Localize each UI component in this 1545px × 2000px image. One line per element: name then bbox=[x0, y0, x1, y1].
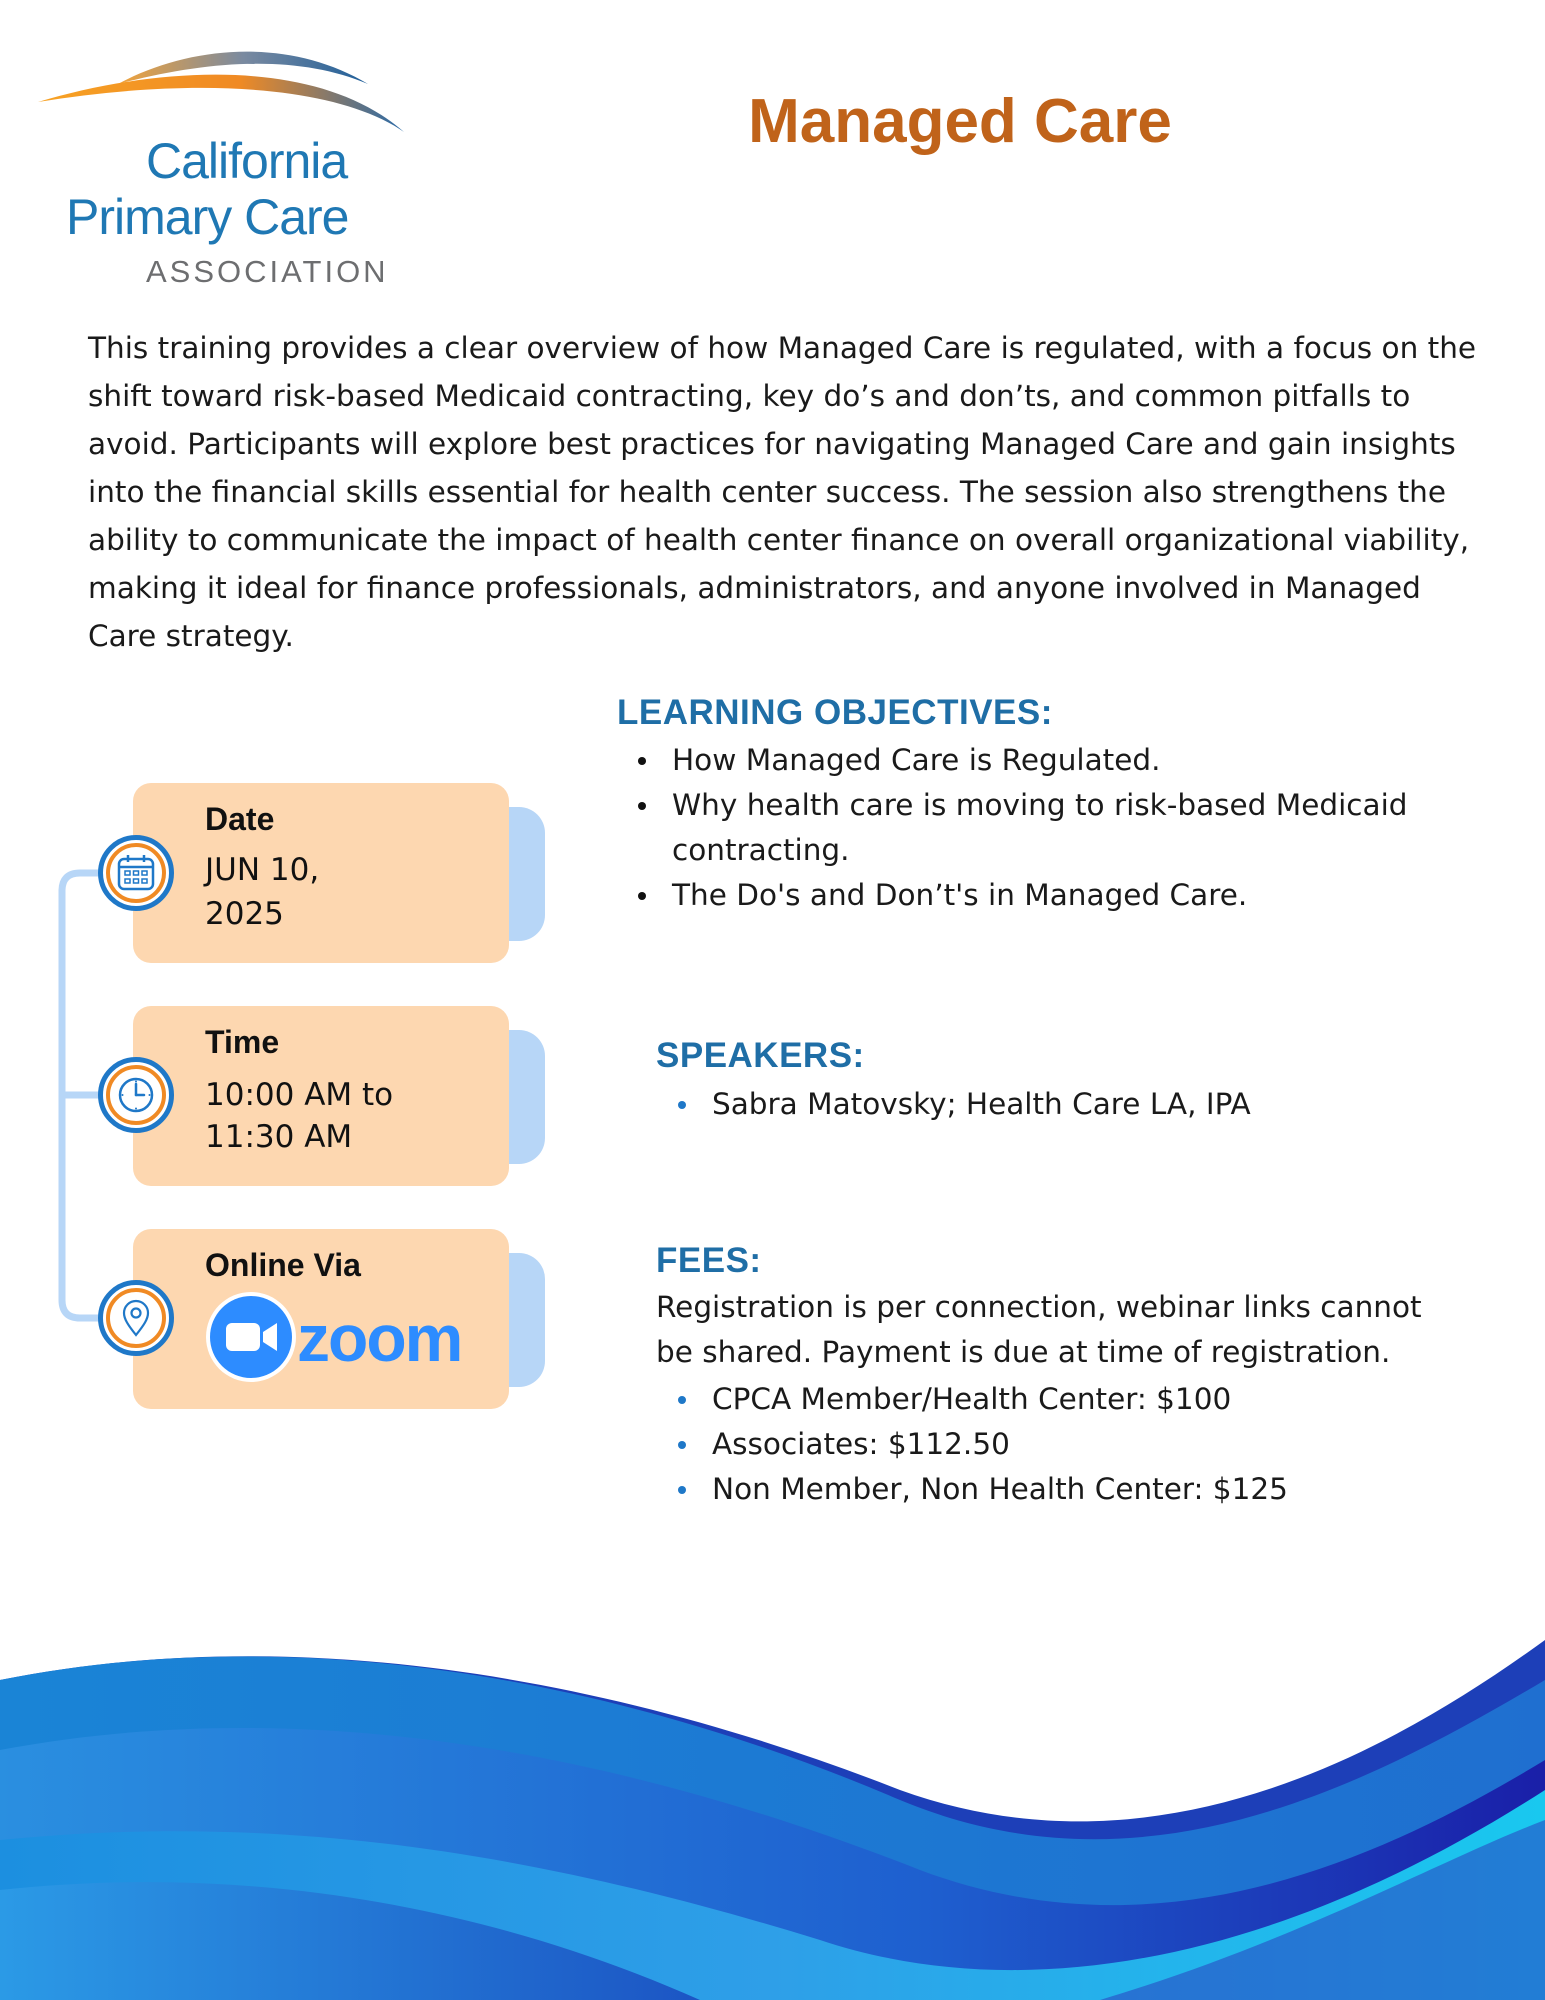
page-title: Managed Care bbox=[748, 87, 1172, 156]
date-icon-circle bbox=[98, 835, 174, 911]
fees-list bbox=[656, 1377, 1476, 1512]
zoom-logo bbox=[205, 1289, 485, 1385]
bullet-icon bbox=[638, 802, 646, 810]
logo-text-association: ASSOCIATION bbox=[146, 254, 389, 289]
bullet-icon bbox=[678, 1396, 686, 1404]
online-label: Online Via bbox=[205, 1247, 361, 1283]
clock-icon bbox=[116, 1075, 156, 1115]
online-icon-circle bbox=[98, 1280, 174, 1356]
online-card bbox=[133, 1229, 509, 1409]
time-card bbox=[133, 1006, 509, 1186]
speakers-heading: SPEAKERS: bbox=[656, 1036, 865, 1075]
intro-paragraph: This training provides a clear overview of how Managed Care is regulated, with a focus on the shift toward risk-based Medicaid contracting, key do’s and don’ts, and common pitfalls to avoid. Participants will explore best practices for navigating Managed Care and gain insights into the financial skills essential for health center success. The session also strengthens the ability to communicate the impact of health center finance on overall organizational viability, making it ideal for finance professionals, administrators, and anyone involved in Managed Care strategy. bbox=[88, 331, 1477, 653]
calendar-icon bbox=[116, 853, 156, 893]
list-item: Associates: $112.50 bbox=[656, 1422, 1476, 1467]
speakers-list bbox=[656, 1082, 1476, 1127]
objectives-heading: LEARNING OBJECTIVES: bbox=[617, 693, 1053, 732]
zoom-wordmark: zoom bbox=[297, 1301, 462, 1375]
logo-text-california: California bbox=[146, 133, 348, 189]
bullet-icon bbox=[638, 757, 646, 765]
bullet-icon bbox=[638, 892, 646, 900]
time-label: Time bbox=[205, 1024, 280, 1060]
fees-heading: FEES: bbox=[656, 1241, 762, 1280]
time-value: 10:00 AM to 11:30 AM bbox=[205, 1077, 394, 1155]
list-item: Why health care is moving to risk-based Medicaid contracting. bbox=[616, 783, 1436, 873]
decorative-waves bbox=[0, 1560, 1545, 2000]
location-pin-icon bbox=[116, 1298, 156, 1338]
objectives-list bbox=[616, 738, 1436, 918]
logo-swoosh-icon bbox=[38, 36, 418, 136]
date-card bbox=[133, 783, 509, 963]
date-label: Date bbox=[205, 801, 275, 837]
fees-description: Registration is per connection, webinar links cannot be shared. Payment is due at time of registration. bbox=[656, 1290, 1422, 1369]
bullet-icon bbox=[678, 1486, 686, 1494]
date-value: JUN 10, 2025 bbox=[205, 852, 320, 932]
logo-text-primary-care: Primary Care bbox=[66, 189, 349, 245]
bullet-icon bbox=[678, 1101, 686, 1109]
list-item: The Do's and Don’t's in Managed Care. bbox=[616, 873, 1436, 918]
cpca-logo bbox=[38, 36, 418, 296]
time-icon-circle bbox=[98, 1057, 174, 1133]
list-item: Sabra Matovsky; Health Care LA, IPA bbox=[656, 1082, 1476, 1127]
bullet-icon bbox=[678, 1441, 686, 1449]
list-item: CPCA Member/Health Center: $100 bbox=[656, 1377, 1476, 1422]
list-item: Non Member, Non Health Center: $125 bbox=[656, 1467, 1476, 1512]
list-item: How Managed Care is Regulated. bbox=[616, 738, 1436, 783]
